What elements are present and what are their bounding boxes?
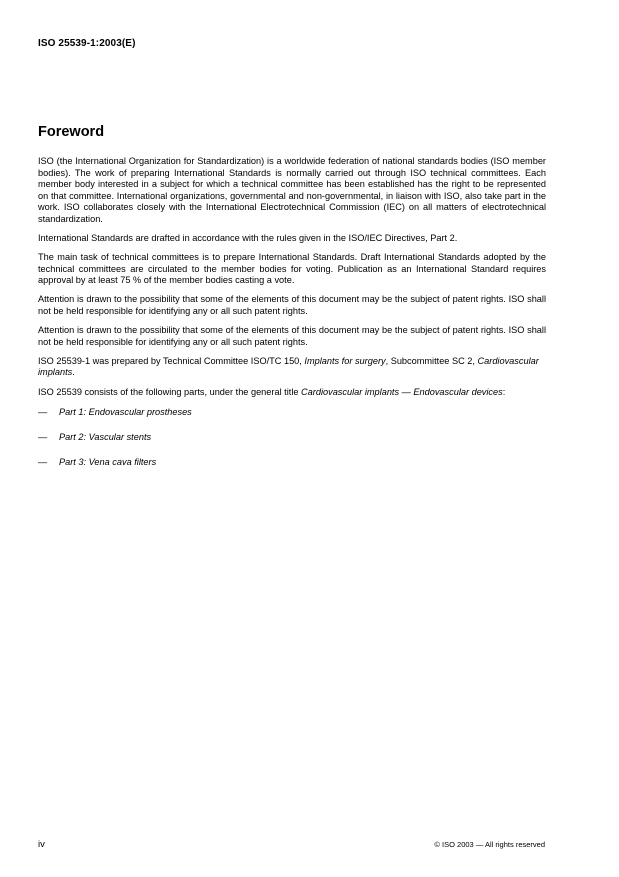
prepared-by-committee-title: Implants for surgery [304,355,386,366]
copyright-notice: © ISO 2003 — All rights reserved [434,840,545,849]
document-identifier: ISO 25539-1:2003(E) [38,38,136,49]
list-item [38,407,546,419]
paragraph-technical-committees: The main task of technical committees is to prepare International Standards. Draft International Standards adopted by the technical committees are circulated to the member bodies for voting. Publication as an International Standard requires approval by at least 75 % of the member bodies casting a vote. [38,252,546,286]
part-label: Part 3: Vena cava filters [59,457,157,468]
parts-intro-text-1: ISO 25539 consists of the following parts, under the general title [38,386,302,397]
prepared-by-text-2: , Subcommittee SC 2, [385,355,478,366]
paragraph-patent-rights-2: Attention is drawn to the possibility that some of the elements of this document may be the subject of patent rights. ISO shall not be held responsible for identifying any or all such patent rights. [38,325,546,347]
list-dash: — [38,407,48,418]
paragraph-directives: International Standards are drafted in accordance with the rules given in the ISO/IEC Directives, Part 2. [38,233,458,244]
prepared-by-subcommittee-title: Cardiovascular implants [38,355,539,378]
parts-list [38,407,546,469]
part-label: Part 1: Endovascular prostheses [59,407,192,418]
list-dash: — [38,432,48,443]
section-title: Foreword [38,124,105,140]
parts-general-title: Cardiovascular implants — Endovascular devices [301,386,503,397]
parts-intro-text-2: : [502,386,506,397]
foreword-body [38,156,546,482]
page-number: iv [38,839,45,850]
prepared-by-text-1: ISO 25539-1 was prepared by Technical Committee ISO/TC 150, [38,355,305,366]
list-dash: — [38,457,48,468]
prepared-by-text-3: . [72,367,75,378]
paragraph-patent-rights-1: Attention is drawn to the possibility that some of the elements of this document may be the subject of patent rights. ISO shall not be held responsible for identifying any or all such patent rights. [38,294,546,317]
paragraph-parts-intro [38,387,546,399]
part-label: Part 2: Vascular stents [59,432,152,443]
list-item [38,457,546,469]
paragraph-iso-federation: ISO (the International Organization for Standardization) is a worldwide federation of national standards bodies (ISO member bodies). The work of preparing International Standards is normally carried out through ISO technical committees. Each member body interested in a subject for which a technical committee has been established has the right to be represented on that committee. International organizations, governmental and non-governmental, in liaison with ISO, also take part in the work. ISO collaborates closely with the International Electrotechnical Commission (IEC) on all matters of electrotechnical standardization. [38,156,546,224]
list-item [38,432,546,444]
paragraph-prepared-by [38,356,546,379]
